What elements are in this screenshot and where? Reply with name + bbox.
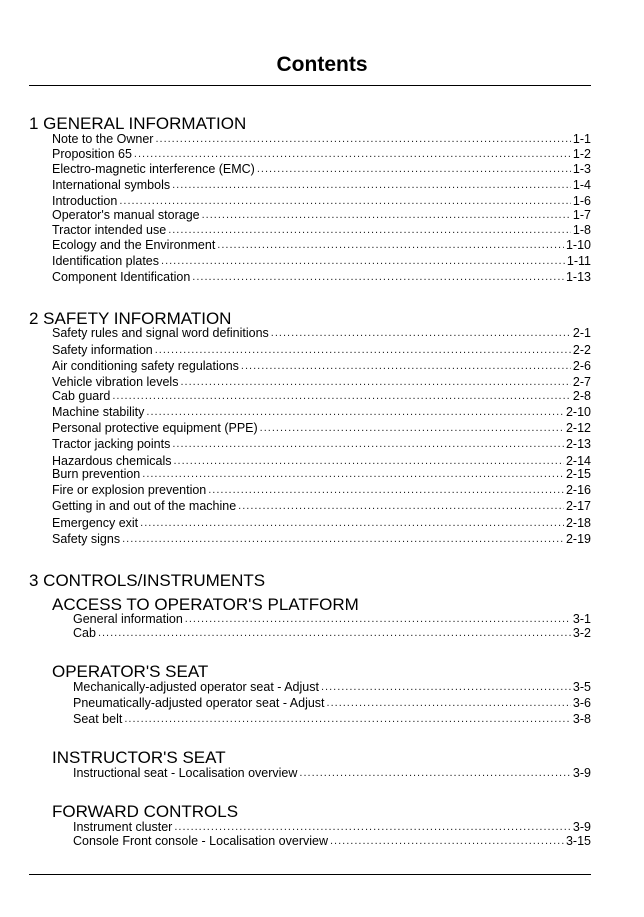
- section-heading-general-information: 1 GENERAL INFORMATION: [29, 114, 247, 133]
- toc-entry[interactable]: [73, 612, 591, 627]
- toc-entry[interactable]: [52, 208, 591, 223]
- toc-entry[interactable]: [52, 162, 591, 177]
- page-title: Contents: [276, 53, 368, 76]
- toc-entry-page: 1-10: [565, 238, 591, 252]
- toc-entry-label: Identification plates: [52, 254, 160, 268]
- leader-dots: [124, 712, 571, 727]
- toc-entry[interactable]: [73, 820, 591, 835]
- toc-entry-page: 2-7: [572, 375, 591, 389]
- toc-entry[interactable]: [52, 375, 591, 390]
- toc-entry[interactable]: [52, 178, 591, 193]
- toc-entry-page: 1-11: [566, 254, 591, 268]
- toc-entry-label: Emergency exit: [52, 516, 139, 530]
- leader-dots: [172, 178, 571, 193]
- toc-entry[interactable]: [52, 238, 591, 253]
- leader-dots: [321, 680, 571, 695]
- toc-entry-page: 2-2: [572, 343, 591, 357]
- toc-entry[interactable]: [52, 359, 591, 374]
- subsection-heading-forward-controls: FORWARD CONTROLS: [52, 802, 239, 821]
- toc-entry-label: Getting in and out of the machine: [52, 499, 237, 513]
- toc-entry-label: International symbols: [52, 178, 171, 192]
- toc-entry[interactable]: [73, 712, 591, 727]
- toc-entry[interactable]: [52, 132, 591, 147]
- toc-entry-label: Air conditioning safety regulations: [52, 359, 239, 373]
- leader-dots: [271, 326, 571, 341]
- toc-entry-label: Pneumatically-adjusted operator seat - Adjust: [73, 696, 325, 710]
- toc-entry[interactable]: [52, 270, 591, 285]
- toc-entry[interactable]: [52, 389, 591, 404]
- toc-entry[interactable]: [52, 437, 591, 452]
- leader-dots: [155, 132, 570, 147]
- leader-dots: [192, 270, 564, 285]
- toc-entry-page: 2-19: [565, 532, 591, 546]
- leader-dots: [98, 626, 571, 641]
- toc-entry[interactable]: [52, 532, 591, 547]
- leader-dots: [112, 389, 571, 404]
- subsection-heading-access-to-operators-platform: ACCESS TO OPERATOR'S PLATFORM: [52, 595, 359, 614]
- toc-entry-page: 3-9: [572, 820, 591, 834]
- toc-entry-label: Electro-magnetic interference (EMC): [52, 162, 255, 176]
- leader-dots: [180, 375, 570, 390]
- section-heading-controls-instruments: 3 CONTROLS/INSTRUMENTS: [29, 571, 266, 590]
- toc-entry[interactable]: [52, 343, 591, 358]
- leader-dots: [202, 208, 571, 223]
- toc-entry-label: Operator's manual storage: [52, 208, 200, 222]
- toc-entry[interactable]: [52, 483, 591, 498]
- toc-entry-label: Mechanically-adjusted operator seat - Adjust: [73, 680, 319, 694]
- toc-entry[interactable]: [52, 516, 591, 531]
- toc-entry-page: 1-4: [572, 178, 591, 192]
- bottom-rule: [29, 874, 591, 875]
- leader-dots: [174, 820, 571, 835]
- leader-dots: [146, 405, 564, 420]
- toc-entry-page: 1-8: [572, 223, 591, 237]
- toc-entry[interactable]: [52, 467, 591, 482]
- toc-entry-page: 2-10: [565, 405, 591, 419]
- leader-dots: [185, 612, 571, 627]
- toc-entry-page: 3-6: [572, 696, 591, 710]
- toc-entry[interactable]: [52, 147, 591, 162]
- toc-entry[interactable]: [52, 254, 591, 269]
- leader-dots: [241, 359, 571, 374]
- leader-dots: [257, 162, 571, 177]
- toc-entry[interactable]: [73, 696, 591, 711]
- toc-entry-label: Console Front console - Localisation overview: [73, 834, 328, 848]
- toc-entry-page: 2-16: [565, 483, 591, 497]
- leader-dots: [238, 499, 564, 514]
- toc-entry-page: 3-2: [572, 626, 591, 640]
- leader-dots: [208, 483, 564, 498]
- toc-entry-page: 3-15: [565, 834, 591, 848]
- leader-dots: [260, 421, 564, 436]
- leader-dots: [299, 766, 571, 781]
- leader-dots: [161, 254, 565, 269]
- toc-entry-label: Ecology and the Environment: [52, 238, 216, 252]
- toc-entry-label: Note to the Owner: [52, 132, 154, 146]
- toc-entry-label: General information: [73, 612, 183, 626]
- toc-entry-label: Vehicle vibration levels: [52, 375, 179, 389]
- toc-entry-page: 2-1: [572, 326, 591, 340]
- toc-entry[interactable]: [52, 223, 591, 238]
- toc-entry[interactable]: [52, 326, 591, 341]
- toc-entry-label: Tractor intended use: [52, 223, 167, 237]
- toc-entry-label: Cab guard: [52, 389, 111, 403]
- toc-entry-page: 1-2: [572, 147, 591, 161]
- toc-entry-label: Tractor jacking points: [52, 437, 171, 451]
- toc-entry-page: 2-13: [565, 437, 591, 451]
- toc-entry-label: Cab: [73, 626, 96, 640]
- leader-dots: [142, 467, 564, 482]
- toc-entry-page: 2-6: [572, 359, 591, 373]
- toc-entry-label: Instrument cluster: [73, 820, 173, 834]
- toc-entry-label: Safety information: [52, 343, 153, 357]
- leader-dots: [140, 516, 564, 531]
- toc-entry[interactable]: [52, 499, 591, 514]
- toc-entry-label: Introduction: [52, 194, 118, 208]
- leader-dots: [217, 238, 564, 253]
- subsection-heading-operators-seat: OPERATOR'S SEAT: [52, 662, 209, 681]
- subsection-heading-instructors-seat: INSTRUCTOR'S SEAT: [52, 748, 226, 767]
- toc-entry[interactable]: [73, 834, 591, 849]
- toc-entry-label: Machine stability: [52, 405, 145, 419]
- toc-entry-page: 2-17: [565, 499, 591, 513]
- toc-entry-page: 1-13: [565, 270, 591, 284]
- toc-entry-page: 2-8: [572, 389, 591, 403]
- toc-entry[interactable]: [73, 680, 591, 695]
- leader-dots: [330, 834, 564, 849]
- toc-entry-page: 1-7: [572, 208, 591, 222]
- toc-entry-page: 2-15: [565, 467, 591, 481]
- toc-entry-page: 1-6: [572, 194, 591, 208]
- toc-entry[interactable]: [73, 766, 591, 781]
- toc-entry-label: Seat belt: [73, 712, 123, 726]
- toc-entry-page: 2-14: [565, 454, 591, 468]
- toc-entry-label: Fire or explosion prevention: [52, 483, 207, 497]
- toc-entry-label: Safety signs: [52, 532, 121, 546]
- toc-entry-page: 1-3: [572, 162, 591, 176]
- leader-dots: [327, 696, 571, 711]
- toc-entry-label: Safety rules and signal word definitions: [52, 326, 269, 340]
- leader-dots: [134, 147, 571, 162]
- toc-entry[interactable]: [52, 405, 591, 420]
- toc-entry-page: 2-18: [565, 516, 591, 530]
- toc-entry-label: Instructional seat - Localisation overview: [73, 766, 298, 780]
- top-rule: [29, 85, 591, 86]
- toc-entry-page: 3-8: [572, 712, 591, 726]
- leader-dots: [122, 532, 564, 547]
- leader-dots: [155, 343, 571, 358]
- toc-entry-label: Burn prevention: [52, 467, 141, 481]
- toc-entry-page: 3-9: [572, 766, 591, 780]
- leader-dots: [168, 223, 571, 238]
- toc-entry-page: 3-5: [572, 680, 591, 694]
- toc-entry-label: Component Identification: [52, 270, 191, 284]
- toc-entry-page: 2-12: [565, 421, 591, 435]
- toc-entry[interactable]: [52, 421, 591, 436]
- toc-entry-label: Proposition 65: [52, 147, 132, 161]
- toc-entry-page: 3-1: [572, 612, 591, 626]
- toc-entry-label: Hazardous chemicals: [52, 454, 172, 468]
- toc-entry-page: 1-1: [572, 132, 591, 146]
- leader-dots: [172, 437, 564, 452]
- toc-entry[interactable]: [73, 626, 591, 641]
- toc-entry-label: Personal protective equipment (PPE): [52, 421, 258, 435]
- toc-entry[interactable]: [52, 194, 591, 209]
- section-heading-safety-information: 2 SAFETY INFORMATION: [29, 309, 232, 328]
- leader-dots: [119, 194, 571, 209]
